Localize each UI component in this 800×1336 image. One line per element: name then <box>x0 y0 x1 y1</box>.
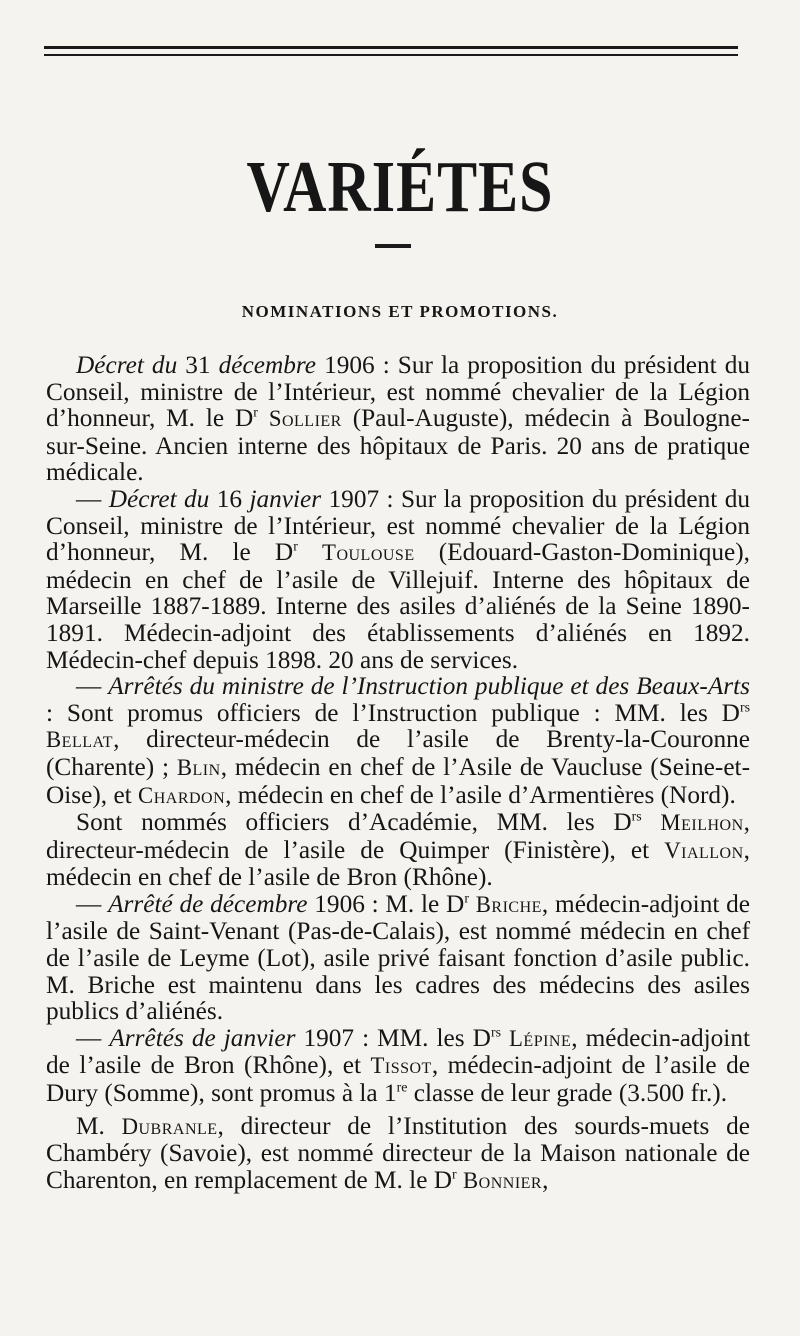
text-run: 1907 : MM. les D <box>303 1023 491 1052</box>
text-run <box>298 538 322 566</box>
person-name: Sollier <box>268 406 342 432</box>
text-run <box>469 890 476 918</box>
text-run: 1906 : Sur la proposition du président du Conseil, ministre de l’Intérieur, est nommé chevalier de la Légion d’honneur, M. le D <box>46 351 750 433</box>
superscript: r <box>293 539 298 555</box>
paragraph <box>46 673 750 809</box>
text-run: décembre <box>218 351 325 379</box>
superscript: r <box>464 891 469 907</box>
text-run: , médecin en chef de l’asile de Bron (Rhône). <box>46 835 750 892</box>
article-body <box>46 352 750 1194</box>
paragraph <box>46 1025 750 1107</box>
text-run: classe de leur grade (3.500 fr.). <box>407 1079 728 1108</box>
text-run: 31 <box>185 351 219 379</box>
text-run: Arrêté de décembre <box>108 889 315 918</box>
text-run: , médecin en chef de l’Asile de Vaucluse (Seine-et-Oise), et <box>46 752 750 809</box>
text-run: Décret du <box>108 484 217 513</box>
page-title: VARIÉTES <box>246 146 554 227</box>
superscript: rs <box>490 1025 501 1041</box>
text-run: Décret du <box>76 351 186 379</box>
person-name: Briche <box>475 891 542 917</box>
person-name: Blin <box>176 754 221 780</box>
superscript: r <box>253 405 258 421</box>
text-run: , médecin-adjoint de l’asile de Saint-Venant (Pas-de-Calais), est nommé médecin en chef de l’asile de Leyme (Lot), asile privé faisant fonction d’asile public. M. Briche est maintenu dans les cadres des médecins des asiles publics d’aliénés. <box>46 889 751 1026</box>
person-name: Lépine <box>509 1025 572 1051</box>
top-rule-secondary <box>44 54 738 56</box>
paragraph <box>46 809 750 891</box>
text-run: janvier <box>249 484 329 513</box>
text-run: — <box>76 484 109 513</box>
text-run: , <box>542 1165 549 1194</box>
text-run: Arrêtés du ministre de l’Instruction publique et des Beaux-Arts <box>108 672 750 701</box>
person-name: Meilhon <box>660 810 744 836</box>
title-dash-divider <box>375 244 411 248</box>
text-run: , médecin-adjoint de l’asile de Bron (Rhône), et <box>46 1023 750 1080</box>
person-name: Chardon <box>138 782 226 808</box>
text-run: , directeur de l’Institution des sourds-muets de Chambéry (Savoie), est nommé directeur de la Maison nationale de Charenton, en remplacement de M. le D <box>46 1111 750 1194</box>
text-run: , directeur-médecin de l’asile de Quimper (Finistère), et <box>46 808 750 864</box>
text-run: : Sont promus officiers de l’Instruction publique : MM. les D <box>46 698 740 727</box>
text-run <box>501 1024 509 1052</box>
text-run: Arrêtés de janvier <box>109 1023 304 1052</box>
person-name: Bonnier <box>462 1167 543 1193</box>
text-run: — <box>76 672 109 701</box>
person-name: Tissot <box>370 1053 432 1079</box>
text-run: — <box>76 889 109 918</box>
section-heading: NOMINATIONS ET PROMOTIONS. <box>241 302 559 321</box>
person-name: Bellat <box>46 727 114 753</box>
superscript: rs <box>631 809 642 825</box>
text-run: , directeur-médecin de l’asile de Brenty-la-Couronne (Charente) ; <box>46 725 750 781</box>
text-run: — <box>76 1023 110 1052</box>
superscript: rs <box>739 699 750 715</box>
text-run: , médecin-adjoint de l’asile de Dury (Somme), sont promus à la 1 <box>46 1051 750 1108</box>
text-run: M. <box>76 1111 122 1140</box>
text-run: 1907 : Sur la proposition du président du Conseil, ministre de l’Intérieur, est nommé chevalier de la Légion d’honneur, M. le D <box>46 484 751 567</box>
paragraph <box>46 486 750 673</box>
paragraph <box>46 891 750 1025</box>
text-run: 1906 : M. le D <box>314 889 465 918</box>
text-run <box>642 808 661 836</box>
text-run <box>258 404 269 432</box>
text-run: (Paul-Auguste), médecin à Boulogne-sur-Seine. Ancien interne des hôpitaux de Paris. 20 ans de pratique médicale. <box>46 404 750 487</box>
text-run: , médecin en chef de l’asile d’Armentières (Nord). <box>225 780 736 809</box>
superscript: re <box>396 1080 408 1096</box>
paragraph <box>46 352 750 486</box>
person-name: Dubranle <box>121 1113 218 1139</box>
top-rule <box>44 46 738 49</box>
text-run: (Edouard-Gaston-Dominique), médecin en chef de l’asile de Villejuif. Interne des hôpitaux de Marseille 1887-1889. Interne des asiles d’aliénés de la Seine 1890-1891. Médecin-adjoint des établissements d’aliénés en 1892. Médecin-chef depuis 1898. 20 ans de services. <box>46 538 751 674</box>
paragraph <box>46 1113 750 1195</box>
person-name: Toulouse <box>322 540 415 566</box>
superscript: r <box>452 1167 457 1183</box>
person-name: Viallon <box>664 837 744 863</box>
text-run: 16 <box>216 484 250 513</box>
text-run: Sont nommés officiers d’Académie, MM. les D <box>76 808 632 837</box>
